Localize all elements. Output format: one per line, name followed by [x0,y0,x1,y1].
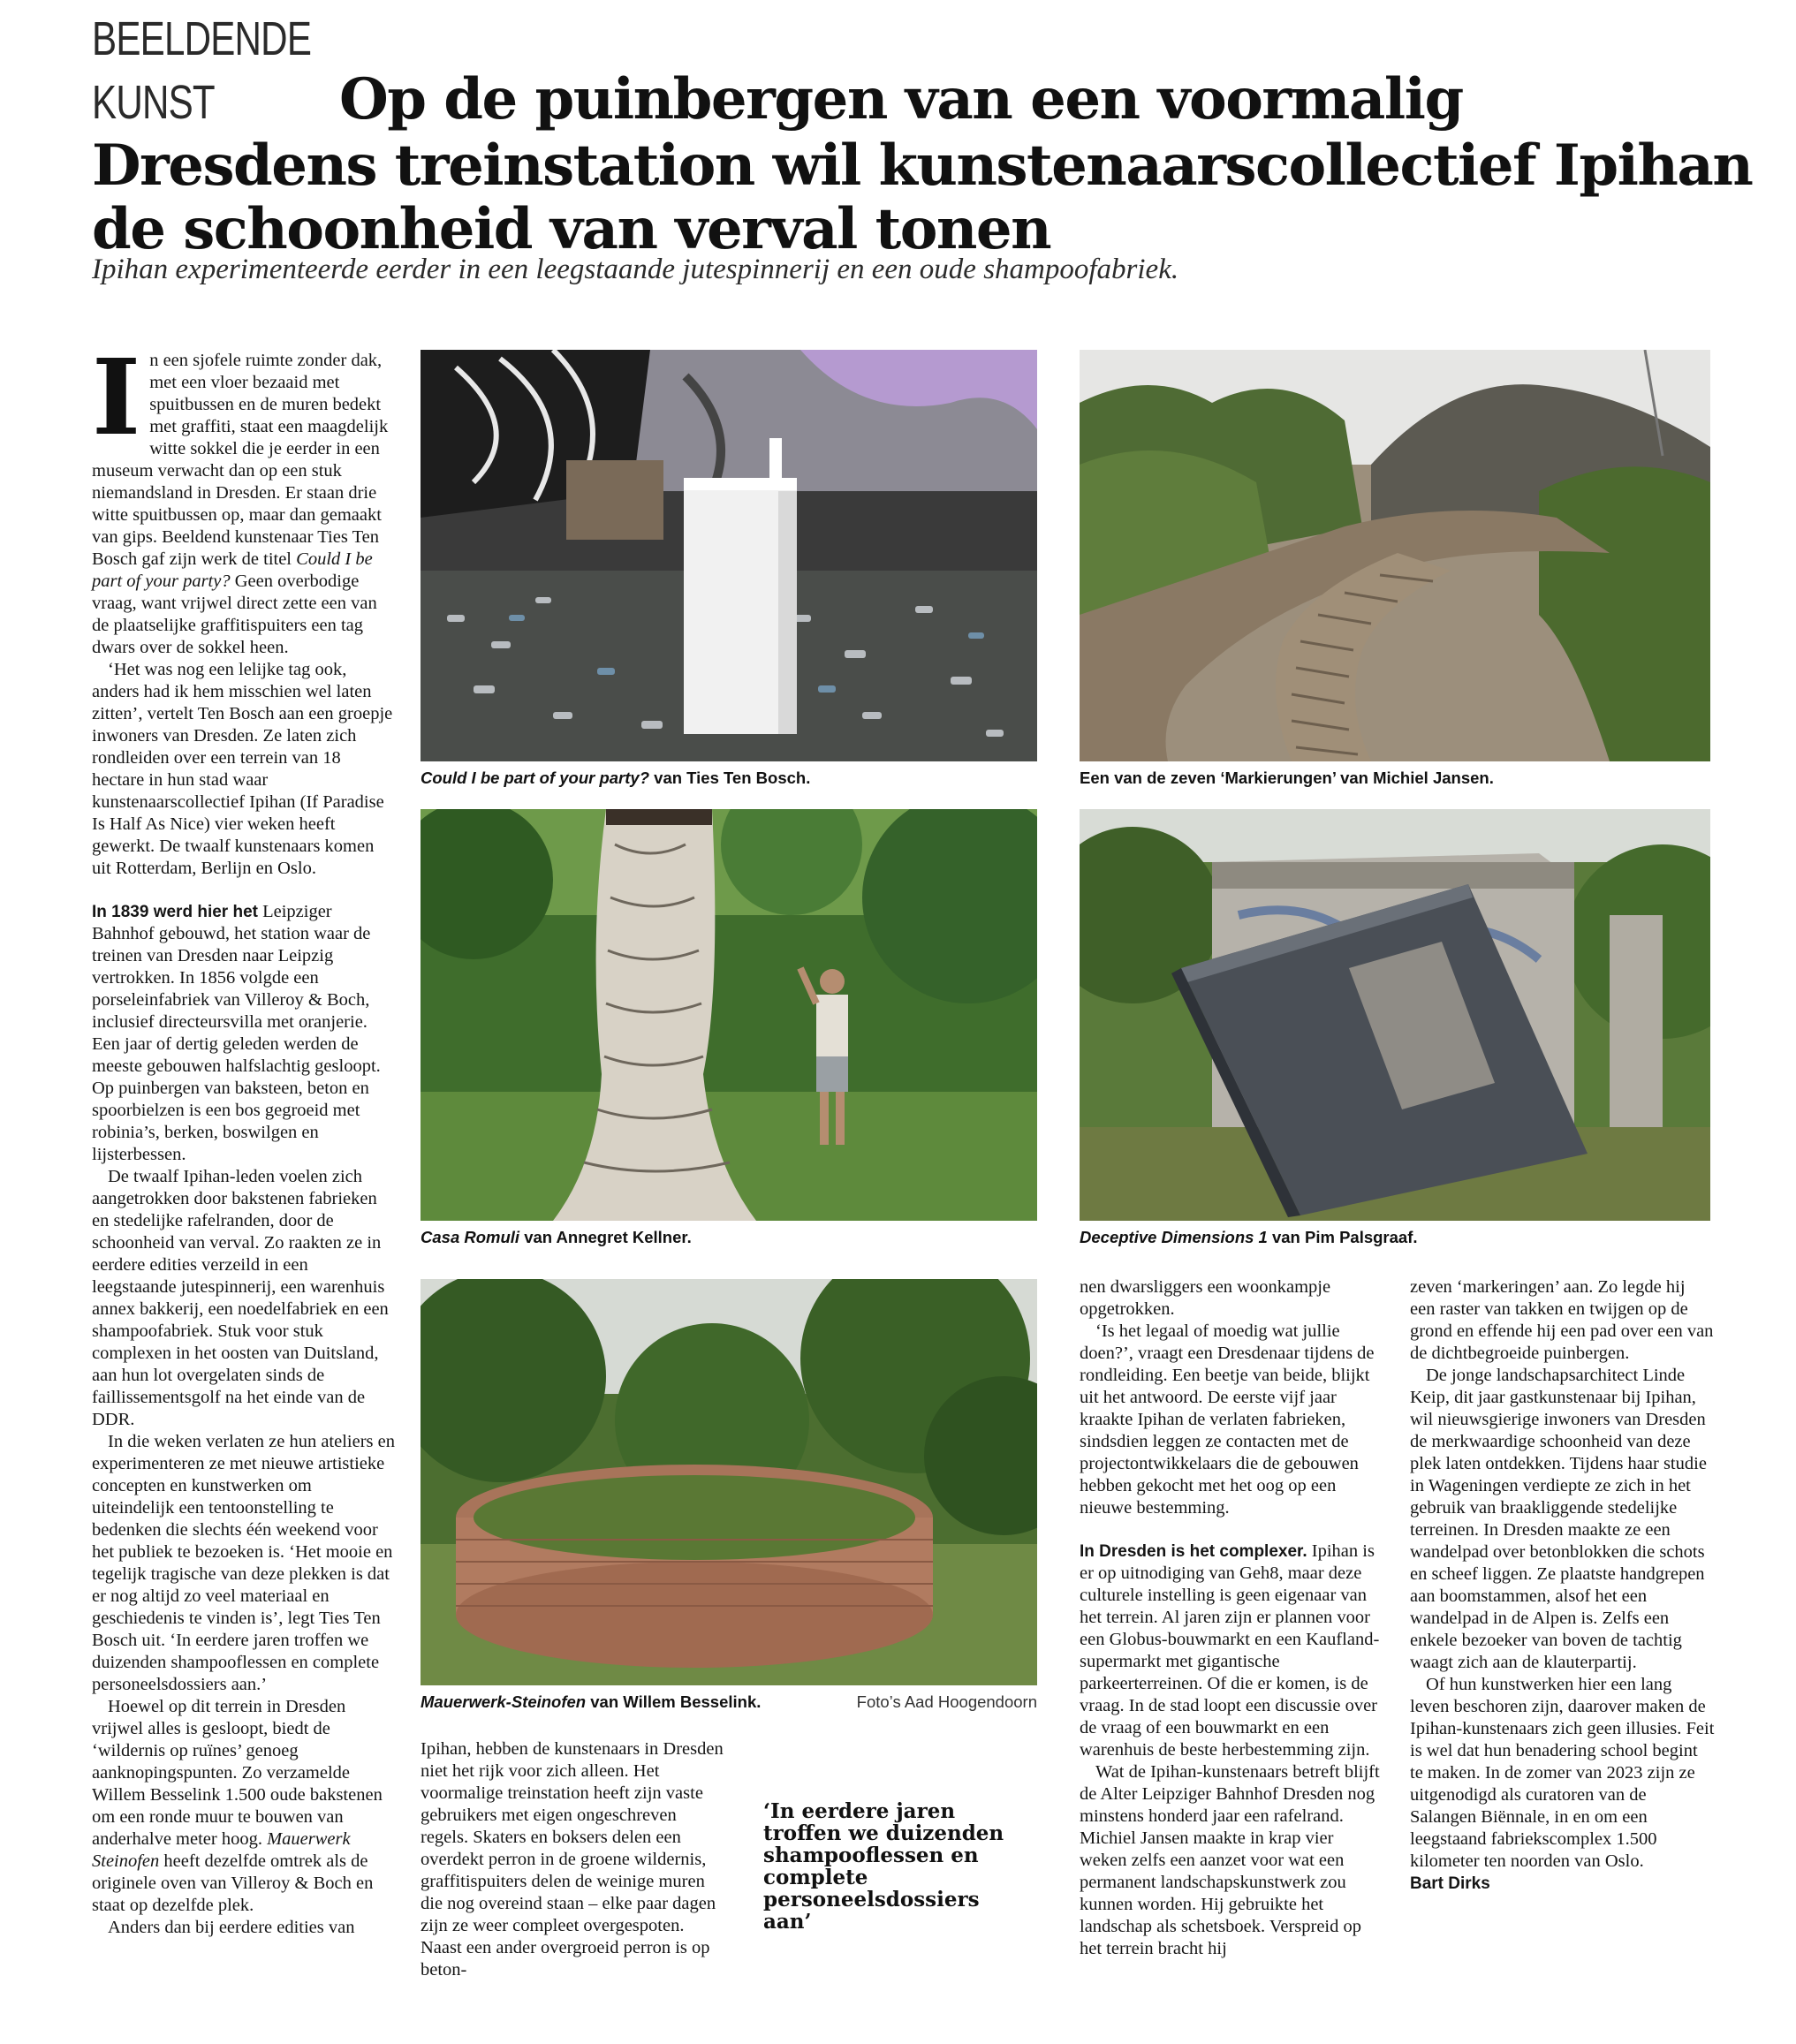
text-column-2: Ipihan, hebben de kunstenaars in Dresden niet het rijk voor zich alleen. Het voormalige treinstation heeft zijn vaste gebruikers met eigen ongeschreven regels. Skaters en boksers delen een overdekt perron in de groene wildernis, graffitispuiters delen de weinige muren die nog overeind staan – elke paar dagen zijn ze weer compleet overgespoten. Naast een ander overgroeid perron is op beton- [421,1739,724,1980]
pull-quote: ‘In eerdere jaren troffen we duizenden shampooflessen en complete personeelsdossiers aan’ [763,1799,1004,1934]
caption-photo-3: Casa Romuli van Annegret Kellner. [421,1228,692,1246]
headline: BEELDENDE KUNST Op de puinbergen van een voormalig Dresdens treinstation wil kunstenaarscollectief Ipihan de schoonheid van verval tonen [92,7,1770,261]
dropcap: I [92,336,141,458]
photo-could-i-be-part-of-your-party [421,350,1037,761]
caption-photo-4: Deceptive Dimensions 1 van Pim Palsgraaf. [1080,1228,1418,1246]
byline: Bart Dirks [1410,1874,1490,1893]
photo-markierungen [1080,350,1710,761]
text-column-3: nen dwarsliggers een woonkampje opgetrokken. ‘Is het legaal of moedig wat jullie doen?’, vraagt een Dresdenaar tijdens de rondleiding. Een beetje van beide, blijkt uit het antwoord. De eerste vijf jaar kraakte Ipihan de verlaten fabrieken, sindsdien leggen ze contacten met de projectontwikkelaars die de gebouwen hebben gekocht met het oog op een nieuwe bestemming. In Dresden is het complexer. Ipihan is er op uitnodiging van Geh8, maar deze culturele instelling is geen eigenaar van het terrein. Al jaren zijn er plannen voor een Globus-bouwmarkt en een Kaufland-supermarkt met gigantische parkeerterreinen. Of die er komen, is de vraag. In de stad loopt een discussie over de vraag of een bouwmarkt en een warenhuis de beste herbestemming zijn. Wat de Ipihan-kunstenaars betreft blijft de Alter Leipziger Bahnhof Dresden nog minstens honderd jaar een rafelrand. Michiel Jansen maakte in krap vier weken zelfs een aanzet voor wat een permanent landschapskunstwerk zou kunnen worden. Hij gebruikte het landschap als schetsboek. Verspreid op het terrein bracht hij [1080,1277,1380,1958]
photo-casa-romuli [421,809,1037,1221]
article-lede: Ipihan experimenteerde eerder in een leegstaande jutespinnerij en een oude shampoofabriek. [92,254,1179,285]
article-header [92,7,1770,261]
section-kicker: BEELDENDE KUNST [92,12,312,129]
text-column-1: In een sjofele ruimte zonder dak, met een vloer bezaaid met spuitbussen en de muren bedekt met graffiti, staat een maagdelijk witte sokkel die je eerder in een museum verwacht dan op een stuk niemandsland in Dresden. Er staan drie witte spuitbussen op, maar dan gemaakt van gips. Beeldend kunstenaar Ties Ten Bosch gaf zijn werk de titel Could I be part of your party? Geen overbodige vraag, want vrijwel direct zette een van de plaatselijke graffitispuiters een tag dwars over de sokkel heen. ‘Het was nog een lelijke tag ook, anders had ik hem misschien wel laten zitten’, vertelt Ten Bosch aan een groepje inwoners van Dresden. Ze laten zich rondleiden over een terrein van 18 hectare in hun stad waar kunstenaarscollectief Ipihan (If Paradise Is Half As Nice) vier weken heeft gewerkt. De twaalf kunstenaars komen uit Rotterdam, Berlijn en Oslo. In 1839 werd hier het Leipziger Bahnhof gebouwd, het station waar de treinen van Dresden naar Leipzig vertrokken. In 1856 volgde een porseleinfabriek van Villeroy & Boch, inclusief directeursvilla met oranjerie. Een jaar of dertig geleden werden de meeste gebouwen halfslachtig gesloopt. Op puinbergen van baksteen, beton en spoorbielzen is een bos gegroeid met robinia’s, berken, boswilgen en lijsterbessen. De twaalf Ipihan-leden voelen zich aangetrokken door bakstenen fabrieken en stedelijke rafelranden, door de schoonheid van verval. Zo raakten ze in eerdere edities verzeild in een leegstaande jutespinnerij, een warenhuis annex bakkerij, een noedelfabriek en een shampoofabriek. Stuk voor stuk complexen in het oosten van Duitsland, aan hun lot overgelaten sinds de faillissementsgolf na het einde van de DDR. In die weken verlaten ze hun ateliers en experimenteren ze met nieuwe artistieke concepten en kunstwerken om uiteindelijk een tentoonstelling te bedenken die slechts één weekend voor het publiek te bezoeken is. ‘Het mooie en tegelijk tragische van deze plekken is dat er nog altijd zo veel materiaal en geschiedenis te vinden is’, legt Ties Ten Bosch uit. ‘In eerdere jaren troffen we duizenden shampooflessen en complete personeelsdossiers aan.’ Hoewel op dit terrein in Dresden vrijwel alles is gesloopt, biedt de ‘wildernis op ruïnes’ genoeg aanknopingspunten. Zo verzamelde Willem Besselink 1.500 oude bakstenen om een ronde muur te bouwen van anderhalve meter hoog. Mauerwerk Steinofen heeft dezelfde omtrek als de originele oven van Villeroy & Boch en staat op dezelfde plek. Anders dan bij eerdere edities van [92,336,395,1937]
caption-photo-2: Een van de zeven ‘Markierungen’ van Michiel Jansen. [1080,768,1494,787]
photo-deceptive-dimensions [1080,809,1710,1221]
caption-photo-5: Mauerwerk-Steinofen van Willem Besselink. Foto’s Aad Hoogendoorn [421,1692,1037,1711]
caption-photo-1: Could I be part of your party? van Ties Ten Bosch. [421,768,811,787]
text-column-4: zeven ‘markeringen’ aan. Zo legde hij een raster van takken en twijgen op de grond en effende hij een pad over een van de dichtbegroeide puinbergen. De jonge landschapsarchitect Linde Keip, dit jaar gastkunstenaar bij Ipihan, wil nieuwsgierige inwoners van Dresden de merkwaardige schoonheid van deze plek laten ontdekken. Tijdens haar studie in Wageningen verdiepte ze zich in het gebruik van braakliggende stedelijke terreinen. In Dresden maakte ze een wandelpad over betonblokken die schots en scheef liggen. Ze plaatste handgrepen aan boomstammen, alsof het een wandelpad in de Alpen is. Zelfs een enkele bezoeker van boven de tachtig waagt zich aan de klauterpartij. Of hun kunstwerken hier een lang leven beschoren zijn, daarover maken de Ipihan-kunstenaars zich geen illusies. Feit is wel dat hun benadering school begint te maken. In de zomer van 2023 zijn ze uitgenodigd als curatoren van de Salangen Biënnale, in en om een leegstaand fabriekscomplex 1.500 kilometer ten noorden van Oslo. Bart Dirks [1410,1277,1715,1893]
photo-mauerwerk-steinofen [421,1279,1037,1685]
photo-credit: Foto’s Aad Hoogendoorn [856,1692,1037,1711]
